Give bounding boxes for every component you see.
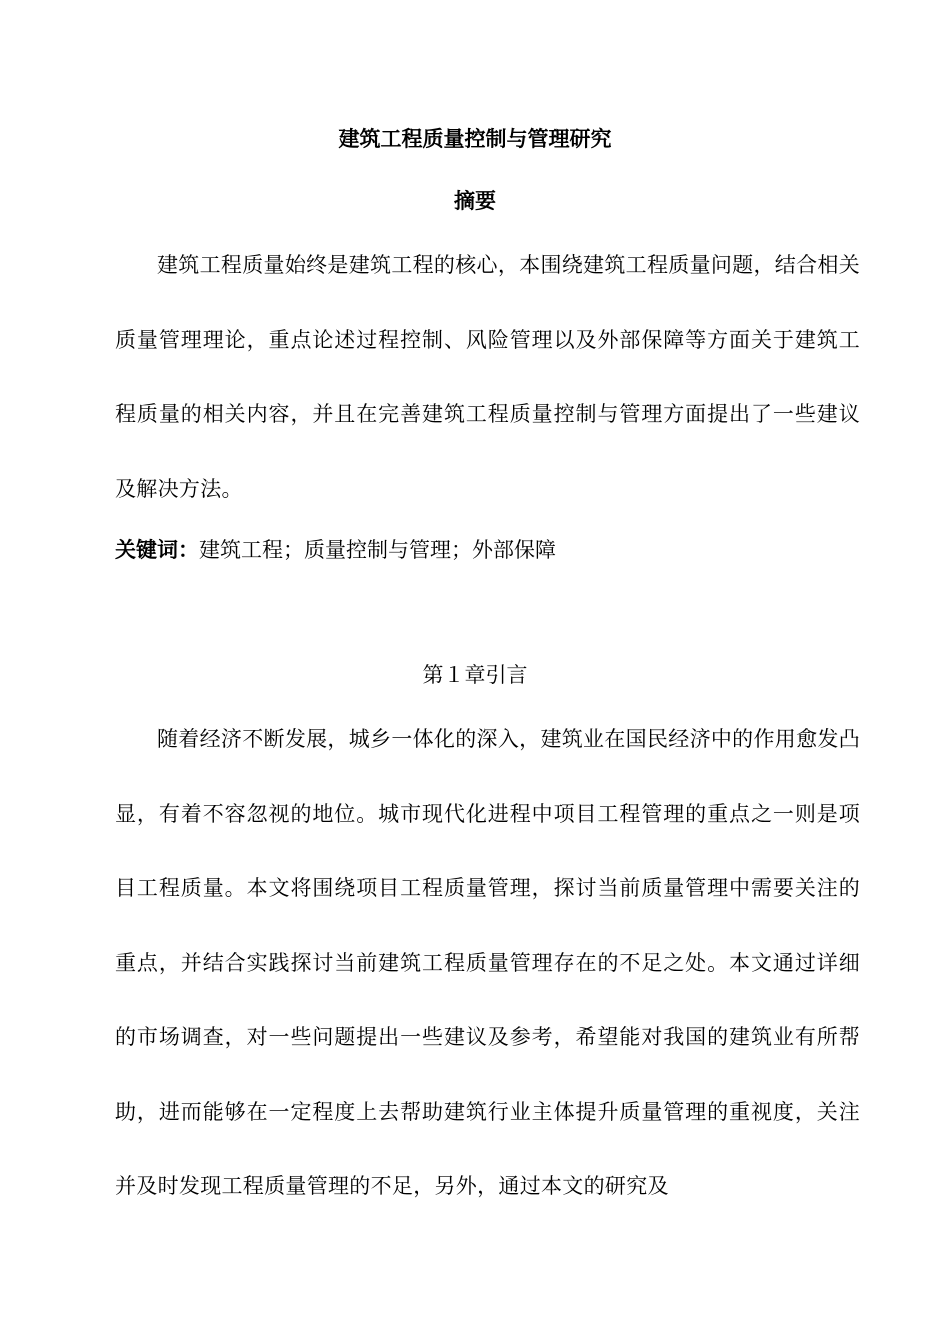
abstract-heading: 摘要 [454, 189, 496, 213]
keywords-line [115, 535, 860, 565]
document-title: 建筑工程质量控制与管理研究 [338, 127, 612, 151]
keywords-label: 关键词： [115, 538, 199, 562]
chapter-heading: 第１章引言 [422, 663, 528, 687]
intro-paragraph: 随着经济不断发展，城乡一体化的深入，建筑业在国民经济中的作用愈发凸显，有着不容忽视的地位。城市现代化进程中项目工程管理的重点之一则是项目工程质量。本文将围绕项目工程质量管理，探讨当前质量管理中需要关注的重点，并结合实践探讨当前建筑工程质量管理存在的不足之处。本文通过详细的市场调查，对一些问题提出一些建议及参考，希望能对我国的建筑业有所帮助，进而能够在一定程度上去帮助建筑行业主体提升质量管理的重视度，关注并及时发现工程质量管理的不足，另外，通过本文的研究及 [115, 727, 860, 1198]
abstract-paragraph: 建筑工程质量始终是建筑工程的核心，本围绕建筑工程质量问题，结合相关质量管理理论，重点论述过程控制、风险管理以及外部保障等方面关于建筑工程质量的相关内容，并且在完善建筑工程质量控制与管理方面提出了一些建议及解决方法。 [115, 253, 860, 501]
keywords-text: 建筑工程；质量控制与管理；外部保障 [199, 538, 556, 562]
